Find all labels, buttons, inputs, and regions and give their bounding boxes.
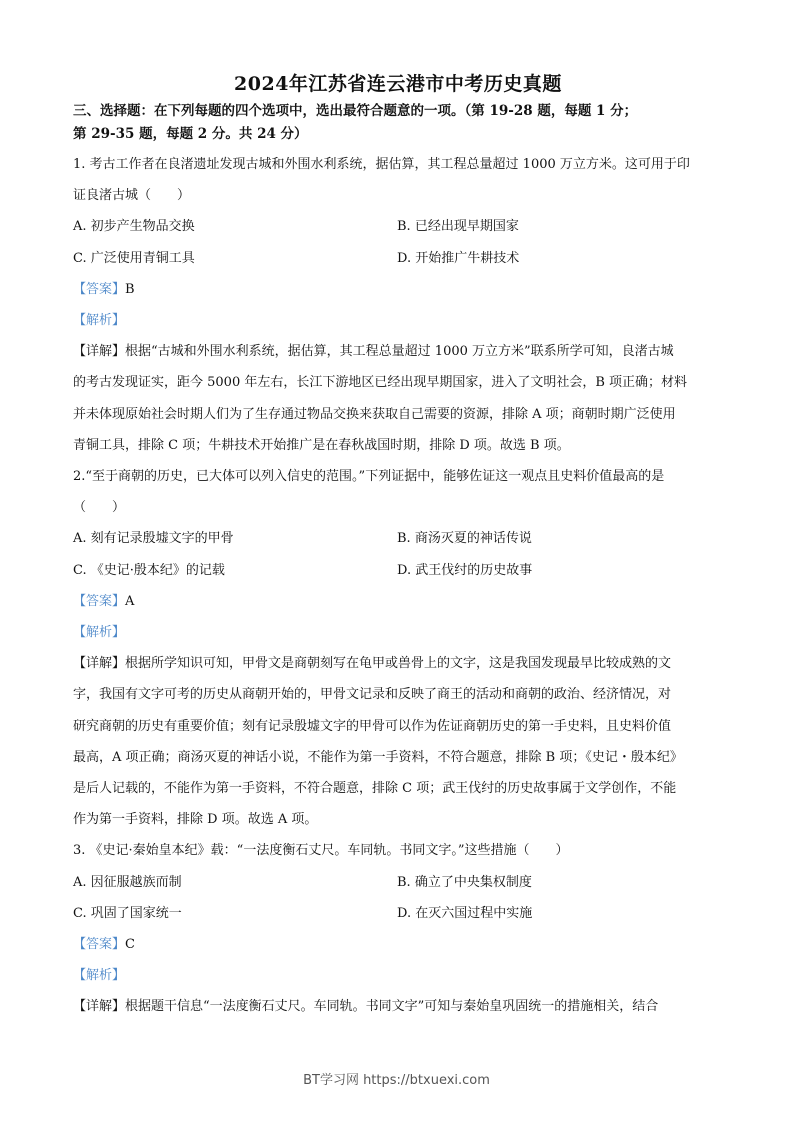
answer-value: C bbox=[125, 937, 135, 953]
question-2 bbox=[73, 461, 723, 835]
option-b: B. 已经出现早期国家 bbox=[397, 219, 519, 235]
detail-label: 【详解】 bbox=[73, 999, 126, 1015]
detail-line: 作为第一手资料，排除 D 项。故选 A 项。 bbox=[73, 812, 318, 828]
option-d: D. 在灭六国过程中实施 bbox=[397, 905, 533, 921]
question-3 bbox=[73, 835, 723, 1022]
answer-label: 【答案】 bbox=[73, 281, 126, 297]
answer-label: 【答案】 bbox=[73, 937, 126, 953]
document-page bbox=[73, 70, 723, 1023]
detail-line: 的考古发现证实，距今 5000 年左右，长江下游地区已经出现早期国家，进入了文明社会，B 项正确；材料 bbox=[73, 375, 688, 391]
option-d: D. 武王伐纣的历史故事 bbox=[397, 562, 533, 578]
options-row bbox=[73, 867, 723, 898]
option-d: D. 开始推广牛耕技术 bbox=[397, 250, 520, 266]
page-title: 2024年江苏省连云港市中考历史真题 bbox=[234, 73, 562, 95]
detail-line: 是后人记载的，不能作为第一手资料，不符合题意，排除 C 项；武王伐纣的历史故事属于文学创作，不能 bbox=[73, 781, 677, 797]
detail-line: 【详解】根据“古城和外围水利系统，据估算，其工程总量超过 1000 万立方米”联系所学可知，良渚古城 bbox=[73, 344, 674, 360]
analysis-label: 【解析】 bbox=[73, 313, 126, 329]
options-row bbox=[73, 555, 723, 586]
detail-label: 【详解】 bbox=[73, 656, 126, 672]
answer-value: B bbox=[125, 281, 135, 297]
options-row bbox=[73, 211, 723, 242]
options-row bbox=[73, 243, 723, 274]
detail-label: 【详解】 bbox=[73, 344, 126, 360]
option-c: C. 巩固了国家统一 bbox=[73, 905, 182, 921]
detail-line: 并未体现原始社会时期人们为了生存通过物品交换来获取自己需要的资源，排除 A 项；商朝时期广泛使用 bbox=[73, 406, 676, 422]
option-a: A. 初步产生物品交换 bbox=[73, 219, 195, 235]
option-c: C. 广泛使用青铜工具 bbox=[73, 250, 195, 266]
section-heading-line-2: 第 29-35 题，每题 2 分。共 24 分） bbox=[73, 126, 308, 142]
answer-line bbox=[73, 274, 723, 305]
question-stem: 2.“至于商朝的历史，已大体可以列入信史的范围。”下列证据中，能够佐证这一观点且史料价值最高的是 bbox=[73, 469, 665, 485]
option-b: B. 确立了中央集权制度 bbox=[397, 874, 532, 890]
option-c: C. 《史记·殷本纪》的记载 bbox=[73, 562, 225, 578]
answer-value: A bbox=[125, 593, 135, 609]
detail-line: 【详解】根据所学知识可知，甲骨文是商朝刻写在龟甲或兽骨上的文字，这是我国发现最早比较成熟的文 bbox=[73, 656, 672, 672]
section-heading-line-1: 三、选择题：在下列每题的四个选项中，选出最符合题意的一项。（第 19-28 题，每题 1 分； bbox=[73, 103, 638, 119]
detail-line: 最高，A 项正确；商汤灭夏的神话小说，不能作为第一手资料，不符合题意，排除 B 项；《史记・殷本纪》 bbox=[73, 749, 683, 765]
options-row bbox=[73, 898, 723, 929]
section-heading bbox=[73, 100, 723, 146]
question-stem: 3. 《史记·秦始皇本纪》载：“一法度衡石丈尺。车同轨。书同文字。”这些措施（ ） bbox=[73, 843, 569, 859]
detail-line: 字，我国有文字可考的历史从商朝开始的，甲骨文记录和反映了商王的活动和商朝的政治、经济情况，对 bbox=[73, 687, 672, 703]
answer-line bbox=[73, 929, 723, 960]
detail-line: 研究商朝的历史有重要价值；刻有记录殷墟文字的甲骨可以作为佐证商朝历史的第一手史料，且史料价值 bbox=[73, 718, 672, 734]
option-a: A. 刻有记录殷墟文字的甲骨 bbox=[73, 531, 234, 547]
option-b: B. 商汤灭夏的神话传说 bbox=[397, 531, 532, 547]
answer-line bbox=[73, 586, 723, 617]
question-stem: 1. 考古工作者在良渚遗址发现古城和外围水利系统，据估算，其工程总量超过 1000 万立方米。这可用于印 bbox=[73, 157, 690, 172]
option-a: A. 因征服越族而制 bbox=[73, 874, 182, 890]
footer-watermark: BT学习网 https://btxuexi.com bbox=[303, 1073, 490, 1088]
analysis-label: 【解析】 bbox=[73, 968, 126, 984]
options-row bbox=[73, 523, 723, 554]
question-stem: 证良渚古城（ ） bbox=[73, 188, 191, 204]
detail-line: 【详解】根据题干信息“一法度衡石丈尺。车同轨。书同文字”可知与秦始皇巩固统一的措施相关，结合 bbox=[73, 999, 659, 1015]
detail-line: 青铜工具，排除 C 项；牛耕技术开始推广是在春秋战国时期，排除 D 项。故选 B 项。 bbox=[73, 437, 570, 453]
question-1 bbox=[73, 149, 723, 461]
analysis-label: 【解析】 bbox=[73, 625, 126, 641]
question-stem: （ ） bbox=[73, 500, 126, 516]
answer-label: 【答案】 bbox=[73, 593, 126, 609]
